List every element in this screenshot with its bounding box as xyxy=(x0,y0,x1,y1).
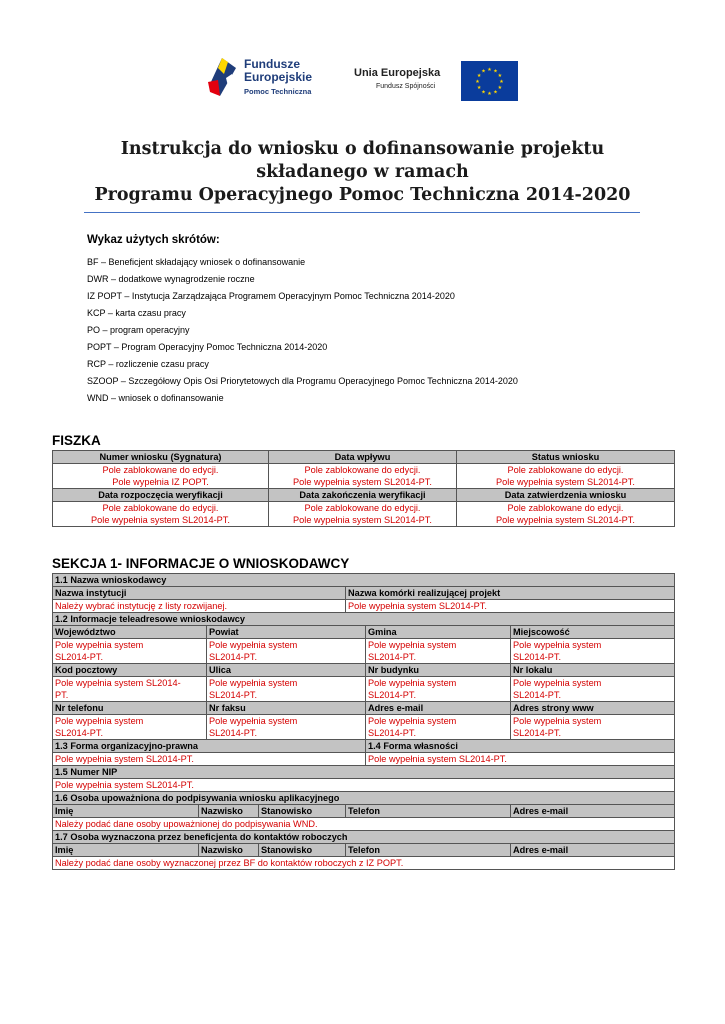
cell-line: Pole wypełnia system SL2014-PT. xyxy=(496,477,635,487)
svg-text:★: ★ xyxy=(499,79,504,85)
wojewodztwo-value xyxy=(53,639,207,664)
section-1-7-header: 1.7 Osoba wyznaczona przez beneficjenta do kontaktów roboczych xyxy=(53,831,675,844)
cell-line: Pole wypełnia system xyxy=(368,716,457,726)
cell-line: SL2014-PT. xyxy=(513,690,562,700)
cell-line: SL2014-PT. xyxy=(368,690,417,700)
nr-telefonu-value xyxy=(53,715,207,740)
osoba-upowazniona-field[interactable]: Należy podać dane osoby upoważnionej do podpisywania WND. xyxy=(53,818,675,831)
nr-budynku-label: Nr budynku xyxy=(366,664,511,677)
nr-lokalu-value xyxy=(511,677,675,702)
ulica-label: Ulica xyxy=(207,664,366,677)
sekcja1-heading: SEKCJA 1- INFORMACJE O WNIOSKODAWCY xyxy=(52,556,350,571)
cell-line: SL2014-PT. xyxy=(55,728,104,738)
instytucja-field[interactable]: Należy wybrać instytucję z listy rozwijanej. xyxy=(53,600,346,613)
cell-line: SL2014-PT. xyxy=(368,728,417,738)
nazwa-komorki-label: Nazwa komórki realizującej projekt xyxy=(346,587,675,600)
cell-line: SL2014-PT. xyxy=(55,652,104,662)
abbreviation-item: WND – wniosek o dofinansowanie xyxy=(87,393,224,403)
svg-text:★: ★ xyxy=(481,89,486,96)
imie-label: Imię xyxy=(53,805,199,818)
fiszka-header-cell: Data zakończenia weryfikacji xyxy=(269,489,457,502)
section-1-4-header: 1.4 Forma własności xyxy=(366,740,675,753)
nazwa-instytucji-label: Nazwa instytucji xyxy=(53,587,346,600)
svg-text:★: ★ xyxy=(497,73,503,79)
fiszka-table xyxy=(52,450,675,527)
svg-text:★: ★ xyxy=(487,91,492,97)
abbreviation-item: PO – program operacyjny xyxy=(87,325,190,335)
cell-line: Pole zablokowane do edycji. xyxy=(304,503,421,513)
nr-telefonu-label: Nr telefonu xyxy=(53,702,207,715)
abbreviation-item: RCP – rozliczenie czasu pracy xyxy=(87,359,209,369)
cell-line: Pole wypełnia system SL2014-PT. xyxy=(91,515,230,525)
miejscowosc-label: Miejscowość xyxy=(511,626,675,639)
stanowisko-label: Stanowisko xyxy=(259,844,346,857)
cell-line: SL2014-PT. xyxy=(209,690,258,700)
cell-line: Pole wypełnia system xyxy=(209,716,298,726)
cell-line: SL2014-PT. xyxy=(513,728,562,738)
fiszka-header-cell: Data wpływu xyxy=(269,451,457,464)
header-logos xyxy=(206,52,526,104)
nr-faksu-value xyxy=(207,715,366,740)
stanowisko-label: Stanowisko xyxy=(259,805,346,818)
svg-text:★: ★ xyxy=(481,68,486,75)
kod-pocztowy-value xyxy=(53,677,207,702)
title-line1: Instrukcja do wniosku o dofinansowanie projektu xyxy=(120,139,605,159)
abbreviation-item: POPT – Program Operacyjny Pomoc Techniczna 2014-2020 xyxy=(87,342,328,352)
section-1-3-header: 1.3 Forma organizacyjno-prawna xyxy=(53,740,366,753)
svg-text:★: ★ xyxy=(476,85,482,91)
fiszka-heading: FISZKA xyxy=(52,433,101,448)
svg-text:★: ★ xyxy=(487,67,492,73)
fiszka-header-cell: Data rozpoczęcia weryfikacji xyxy=(53,489,269,502)
fiszka-value-cell xyxy=(269,502,457,527)
fiszka-value-cell xyxy=(269,464,457,489)
fiszka-header-cell: Numer wniosku (Sygnatura) xyxy=(53,451,269,464)
svg-text:★: ★ xyxy=(476,73,482,79)
nr-budynku-value xyxy=(366,677,511,702)
fiszka-value-cell xyxy=(53,502,269,527)
adres-email-label: Adres e-mail xyxy=(366,702,511,715)
powiat-label: Powiat xyxy=(207,626,366,639)
cell-line: Pole wypełnia system xyxy=(55,640,144,650)
forma-prawna-value: Pole wypełnia system SL2014-PT. xyxy=(53,753,366,766)
kod-pocztowy-label: Kod pocztowy xyxy=(53,664,207,677)
gmina-value xyxy=(366,639,511,664)
cell-line: Pole wypełnia system xyxy=(55,716,144,726)
nazwisko-label: Nazwisko xyxy=(199,844,259,857)
cell-line: Pole zablokowane do edycji. xyxy=(304,465,421,475)
fiszka-value-cell xyxy=(53,464,269,489)
cell-line: Pole zablokowane do edycji. xyxy=(102,465,219,475)
wojewodztwo-label: Województwo xyxy=(53,626,207,639)
cell-line: Pole wypełnia system xyxy=(209,640,298,650)
cell-line: Pole wypełnia system SL2014-PT. xyxy=(496,515,635,525)
fe-line3: Pomoc Techniczna xyxy=(244,87,312,96)
abbreviations-list xyxy=(87,255,518,408)
section-1-2-header: 1.2 Informacje teleadresowe wnioskodawcy xyxy=(53,613,675,626)
forma-wlasnosci-value: Pole wypełnia system SL2014-PT. xyxy=(366,753,675,766)
cell-line: Pole wypełnia system SL2014-PT. xyxy=(293,515,432,525)
fe-line2: Europejskie xyxy=(244,70,313,84)
section-1-1-header: 1.1 Nazwa wnioskodawcy xyxy=(53,574,675,587)
cell-line: Pole wypełnia system xyxy=(368,678,457,688)
section-1-5-header: 1.5 Numer NIP xyxy=(53,766,675,779)
fiszka-value-cell xyxy=(457,502,675,527)
cell-line: Pole wypełnia system xyxy=(513,640,602,650)
adres-email-value xyxy=(366,715,511,740)
sekcja1-table xyxy=(52,573,675,870)
fe-line1: Fundusze xyxy=(244,57,300,71)
telefon-label: Telefon xyxy=(346,844,511,857)
miejscowosc-value xyxy=(511,639,675,664)
powiat-value xyxy=(207,639,366,664)
svg-text:★: ★ xyxy=(497,85,503,91)
gmina-label: Gmina xyxy=(366,626,511,639)
abbreviation-item: BF – Beneficjent składający wniosek o dofinansowanie xyxy=(87,257,306,267)
eu-flag-icon xyxy=(461,61,518,101)
cell-line: Pole wypełnia system xyxy=(209,678,298,688)
cell-line: Pole wypełnia system SL2014- xyxy=(55,678,181,688)
cell-line: PT. xyxy=(55,690,69,700)
cell-line: SL2014-PT. xyxy=(513,652,562,662)
cell-line: Pole zablokowane do edycji. xyxy=(507,465,624,475)
cell-line: SL2014-PT. xyxy=(209,652,258,662)
abbreviations-heading: Wykaz użytych skrótów: xyxy=(87,234,220,246)
nr-lokalu-label: Nr lokalu xyxy=(511,664,675,677)
svg-text:★: ★ xyxy=(493,68,498,75)
cell-line: SL2014-PT. xyxy=(368,652,417,662)
nazwisko-label: Nazwisko xyxy=(199,805,259,818)
abbreviation-item: KCP – karta czasu pracy xyxy=(87,308,186,318)
section-1-6-header: 1.6 Osoba upoważniona do podpisywania wniosku aplikacyjnego xyxy=(53,792,675,805)
ulica-value xyxy=(207,677,366,702)
cell-line: SL2014-PT. xyxy=(209,728,258,738)
cell-line: Pole zablokowane do edycji. xyxy=(102,503,219,513)
nr-faksu-label: Nr faksu xyxy=(207,702,366,715)
fundusze-europejskie-logo xyxy=(206,52,346,104)
svg-text:★: ★ xyxy=(475,79,480,85)
ue-line2: Fundusz Spójności xyxy=(376,83,436,90)
fiszka-header-cell: Data zatwierdzenia wniosku xyxy=(457,489,675,502)
adres-www-label: Adres strony www xyxy=(511,702,675,715)
adres-www-value xyxy=(511,715,675,740)
title-line2: składanego w ramach xyxy=(256,162,469,182)
cell-line: Pole zablokowane do edycji. xyxy=(507,503,624,513)
title-line3: Programu Operacyjnego Pomoc Techniczna 2014-2020 xyxy=(94,185,631,205)
komorka-field: Pole wypełnia system SL2014-PT. xyxy=(346,600,675,613)
document-title xyxy=(60,138,665,207)
fiszka-value-cell xyxy=(457,464,675,489)
fiszka-header-cell: Status wniosku xyxy=(457,451,675,464)
email-label: Adres e-mail xyxy=(511,805,675,818)
osoba-kontaktowa-field[interactable]: Należy podać dane osoby wyznaczonej przez BF do kontaktów roboczych z IZ POPT. xyxy=(53,857,675,870)
fe-star-mark-icon xyxy=(208,54,238,100)
telefon-label: Telefon xyxy=(346,805,511,818)
ue-line1: Unia Europejska xyxy=(354,67,441,79)
title-divider xyxy=(84,212,640,213)
cell-line: Pole wypełnia system SL2014-PT. xyxy=(293,477,432,487)
nip-value: Pole wypełnia system SL2014-PT. xyxy=(53,779,675,792)
abbreviation-item: IZ POPT – Instytucja Zarządzająca Programem Operacyjnym Pomoc Techniczna 2014-2020 xyxy=(87,291,455,301)
cell-line: Pole wypełnia system xyxy=(513,716,602,726)
abbreviation-item: DWR – dodatkowe wynagrodzenie roczne xyxy=(87,274,255,284)
cell-line: Pole wypełnia system xyxy=(368,640,457,650)
svg-text:★: ★ xyxy=(493,89,498,96)
abbreviation-item: SZOOP – Szczegółowy Opis Osi Priorytetowych dla Programu Operacyjnego Pomoc Techniczna 2014-2020 xyxy=(87,376,518,386)
imie-label: Imię xyxy=(53,844,199,857)
cell-line: Pole wypełnia system xyxy=(513,678,602,688)
cell-line: Pole wypełnia IZ POPT. xyxy=(112,477,209,487)
email-label: Adres e-mail xyxy=(511,844,675,857)
